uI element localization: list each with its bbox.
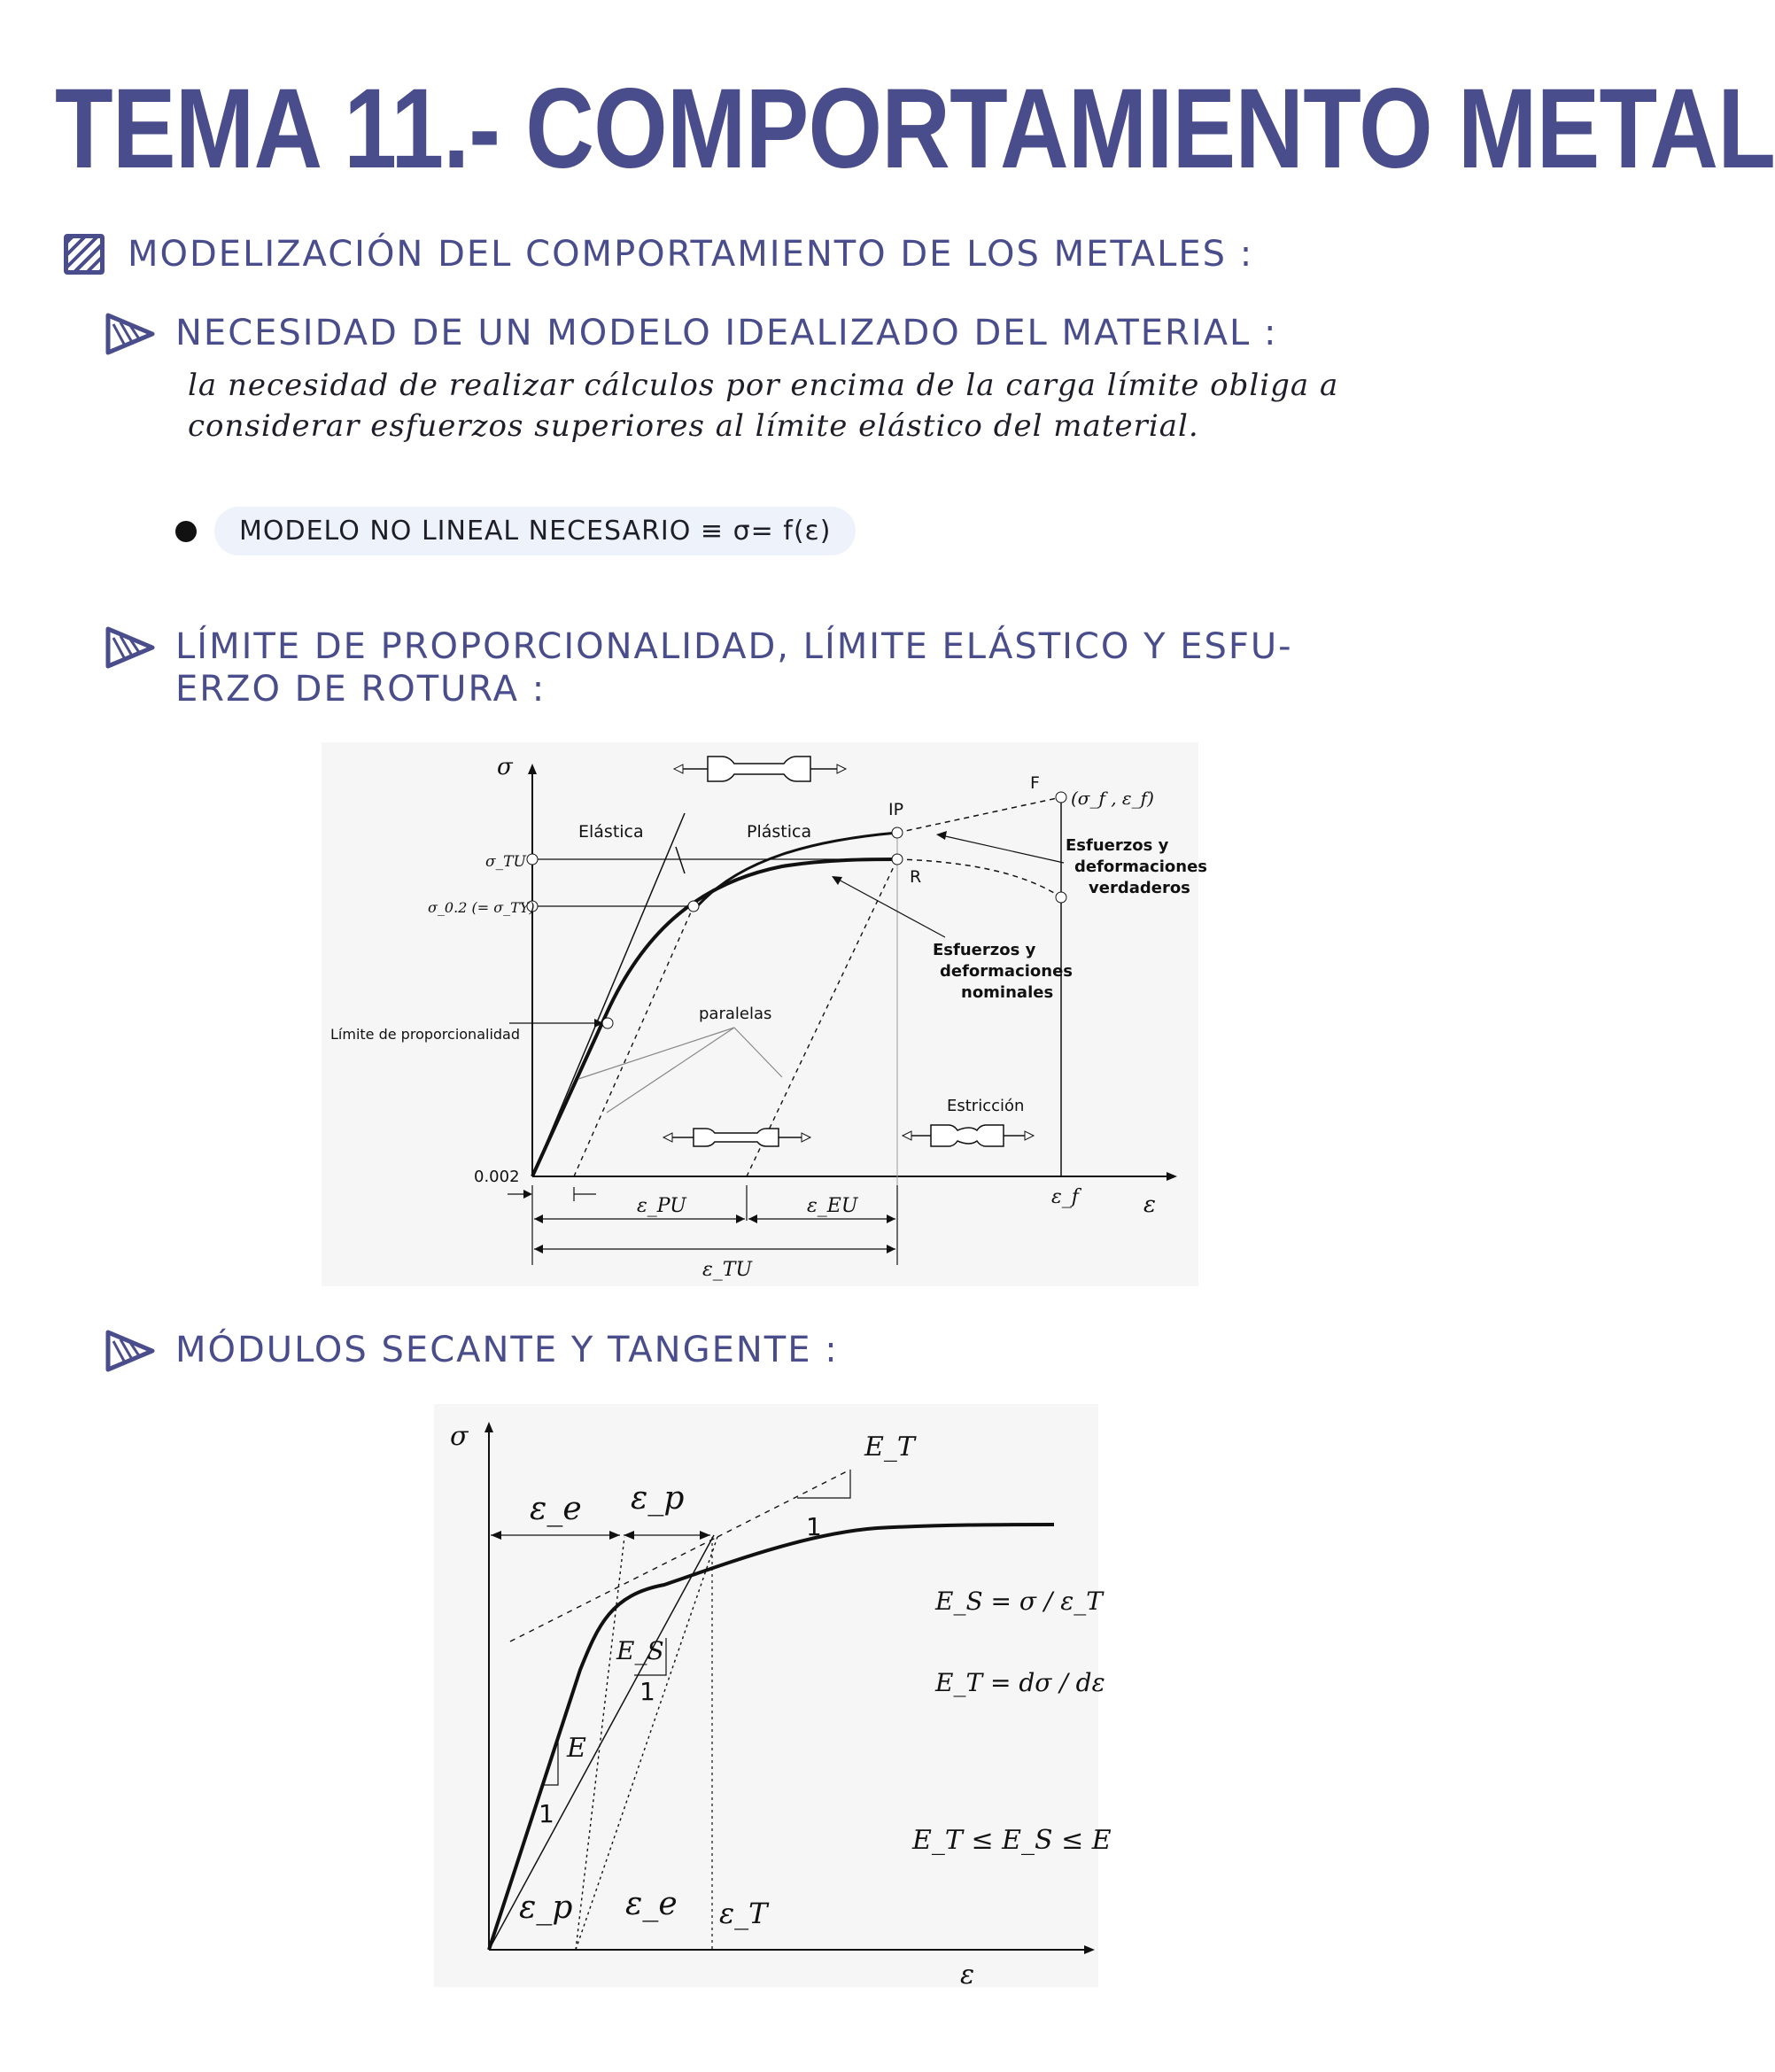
x-axis-label: ε — [960, 1959, 975, 1991]
eps-eu-label: ε_EU — [807, 1195, 858, 1217]
page-title: TEMA 11.- COMPORTAMIENTO METAL — [55, 66, 1775, 192]
triangle-bullet-icon — [105, 312, 156, 356]
e-label: E — [567, 1733, 586, 1764]
eps-tu-label: ε_TU — [702, 1259, 753, 1281]
nominal-label-1: Esfuerzos y — [933, 941, 1036, 959]
model-highlight: MODELO NO LINEAL NECESARIO ≡ σ= f(ε) — [214, 507, 856, 555]
subsection-2-heading-line-1: LÍMITE DE PROPORCIONALIDAD, LÍMITE ELÁSTICO Y ESFU- — [175, 626, 1293, 667]
hatched-box-icon — [64, 234, 105, 275]
eps-f-label: ε_f — [1051, 1186, 1079, 1208]
estriccion-label: Estricción — [947, 1097, 1025, 1115]
model-bullet — [175, 507, 856, 555]
stress-strain-diagram — [322, 742, 1208, 1286]
subsection-2-heading-line-2: ERZO DE ROTURA : — [175, 669, 546, 710]
ip-label: IP — [888, 800, 904, 819]
triangle-bullet-icon — [105, 625, 156, 670]
eps-e-top-label: ε_e — [530, 1491, 582, 1527]
r-label: R — [910, 867, 922, 887]
one-label-et: 1 — [806, 1512, 822, 1541]
section-heading-text: MODELIZACIÓN DEL COMPORTAMIENTO DE LOS METALES : — [128, 234, 1254, 275]
eps-p-bottom-label: ε_p — [519, 1890, 573, 1926]
nominal-label-3: nominales — [961, 983, 1054, 1002]
sigma-tu-label: σ_TU — [485, 853, 526, 871]
stress-strain-figure — [322, 742, 1208, 1286]
eps-e-bottom-label: ε_e — [625, 1886, 678, 1922]
one-label-es: 1 — [639, 1677, 655, 1706]
triangle-bullet-icon — [105, 1329, 156, 1373]
subsection-1 — [105, 312, 1277, 356]
offset-label: 0.002 — [474, 1168, 520, 1186]
true-label-1: Esfuerzos y — [1066, 836, 1169, 855]
specimen-middle-icon — [663, 1129, 810, 1146]
moduli-inequality: E_T ≤ E_S ≤ E — [912, 1825, 1112, 1856]
es-equation: E_S = σ / ε_T — [935, 1587, 1103, 1616]
plastica-label: Plástica — [747, 822, 812, 842]
one-label-e: 1 — [539, 1799, 554, 1828]
e-t-label: E_T — [864, 1432, 915, 1463]
specimen-top-icon — [674, 757, 846, 781]
subsection-3-heading: MÓDULOS SECANTE Y TANGENTE : — [175, 1330, 839, 1370]
limite-proporcionalidad-label: Límite de proporcionalidad — [330, 1026, 521, 1043]
moduli-figure — [434, 1404, 1112, 1991]
nominal-label-2: deformaciones — [940, 962, 1074, 981]
sigma-f-eps-f-label: (σ_f , ε_f) — [1071, 788, 1154, 809]
handwritten-paragraph: la necesidad de realizar cálculos por encima de la carga límite obliga a considerar esfuerzos superiores al límite elástico del material. — [188, 368, 1339, 444]
y-axis-label: σ — [497, 754, 513, 780]
subsection-2-heading — [175, 625, 1293, 710]
e-s-label: E_S — [616, 1636, 664, 1665]
bullet-dot-icon — [175, 521, 197, 542]
moduli-diagram — [434, 1404, 1112, 1991]
y-axis-label: σ — [450, 1421, 469, 1452]
subsection-2 — [105, 625, 1293, 710]
et-equation: E_T = dσ / dε — [935, 1668, 1105, 1697]
eps-p-top-label: ε_p — [631, 1480, 685, 1517]
true-label-3: verdaderos — [1089, 879, 1190, 897]
f-label: F — [1030, 773, 1040, 793]
true-label-2: deformaciones — [1074, 858, 1208, 876]
elastica-label: Elástica — [578, 822, 644, 842]
x-axis-label: ε — [1143, 1191, 1156, 1218]
eps-pu-label: ε_PU — [637, 1195, 686, 1217]
specimen-necked-icon — [903, 1125, 1034, 1146]
subsection-1-heading: NECESIDAD DE UN MODELO IDEALIZADO DEL MATERIAL : — [175, 313, 1278, 353]
paralelas-label: paralelas — [699, 1005, 772, 1023]
subsection-3 — [105, 1329, 839, 1373]
sigma-02-label: σ_0.2 (= σ_TY) — [428, 899, 535, 916]
eps-t-label: ε_T — [719, 1897, 768, 1930]
section-heading — [64, 234, 1253, 275]
